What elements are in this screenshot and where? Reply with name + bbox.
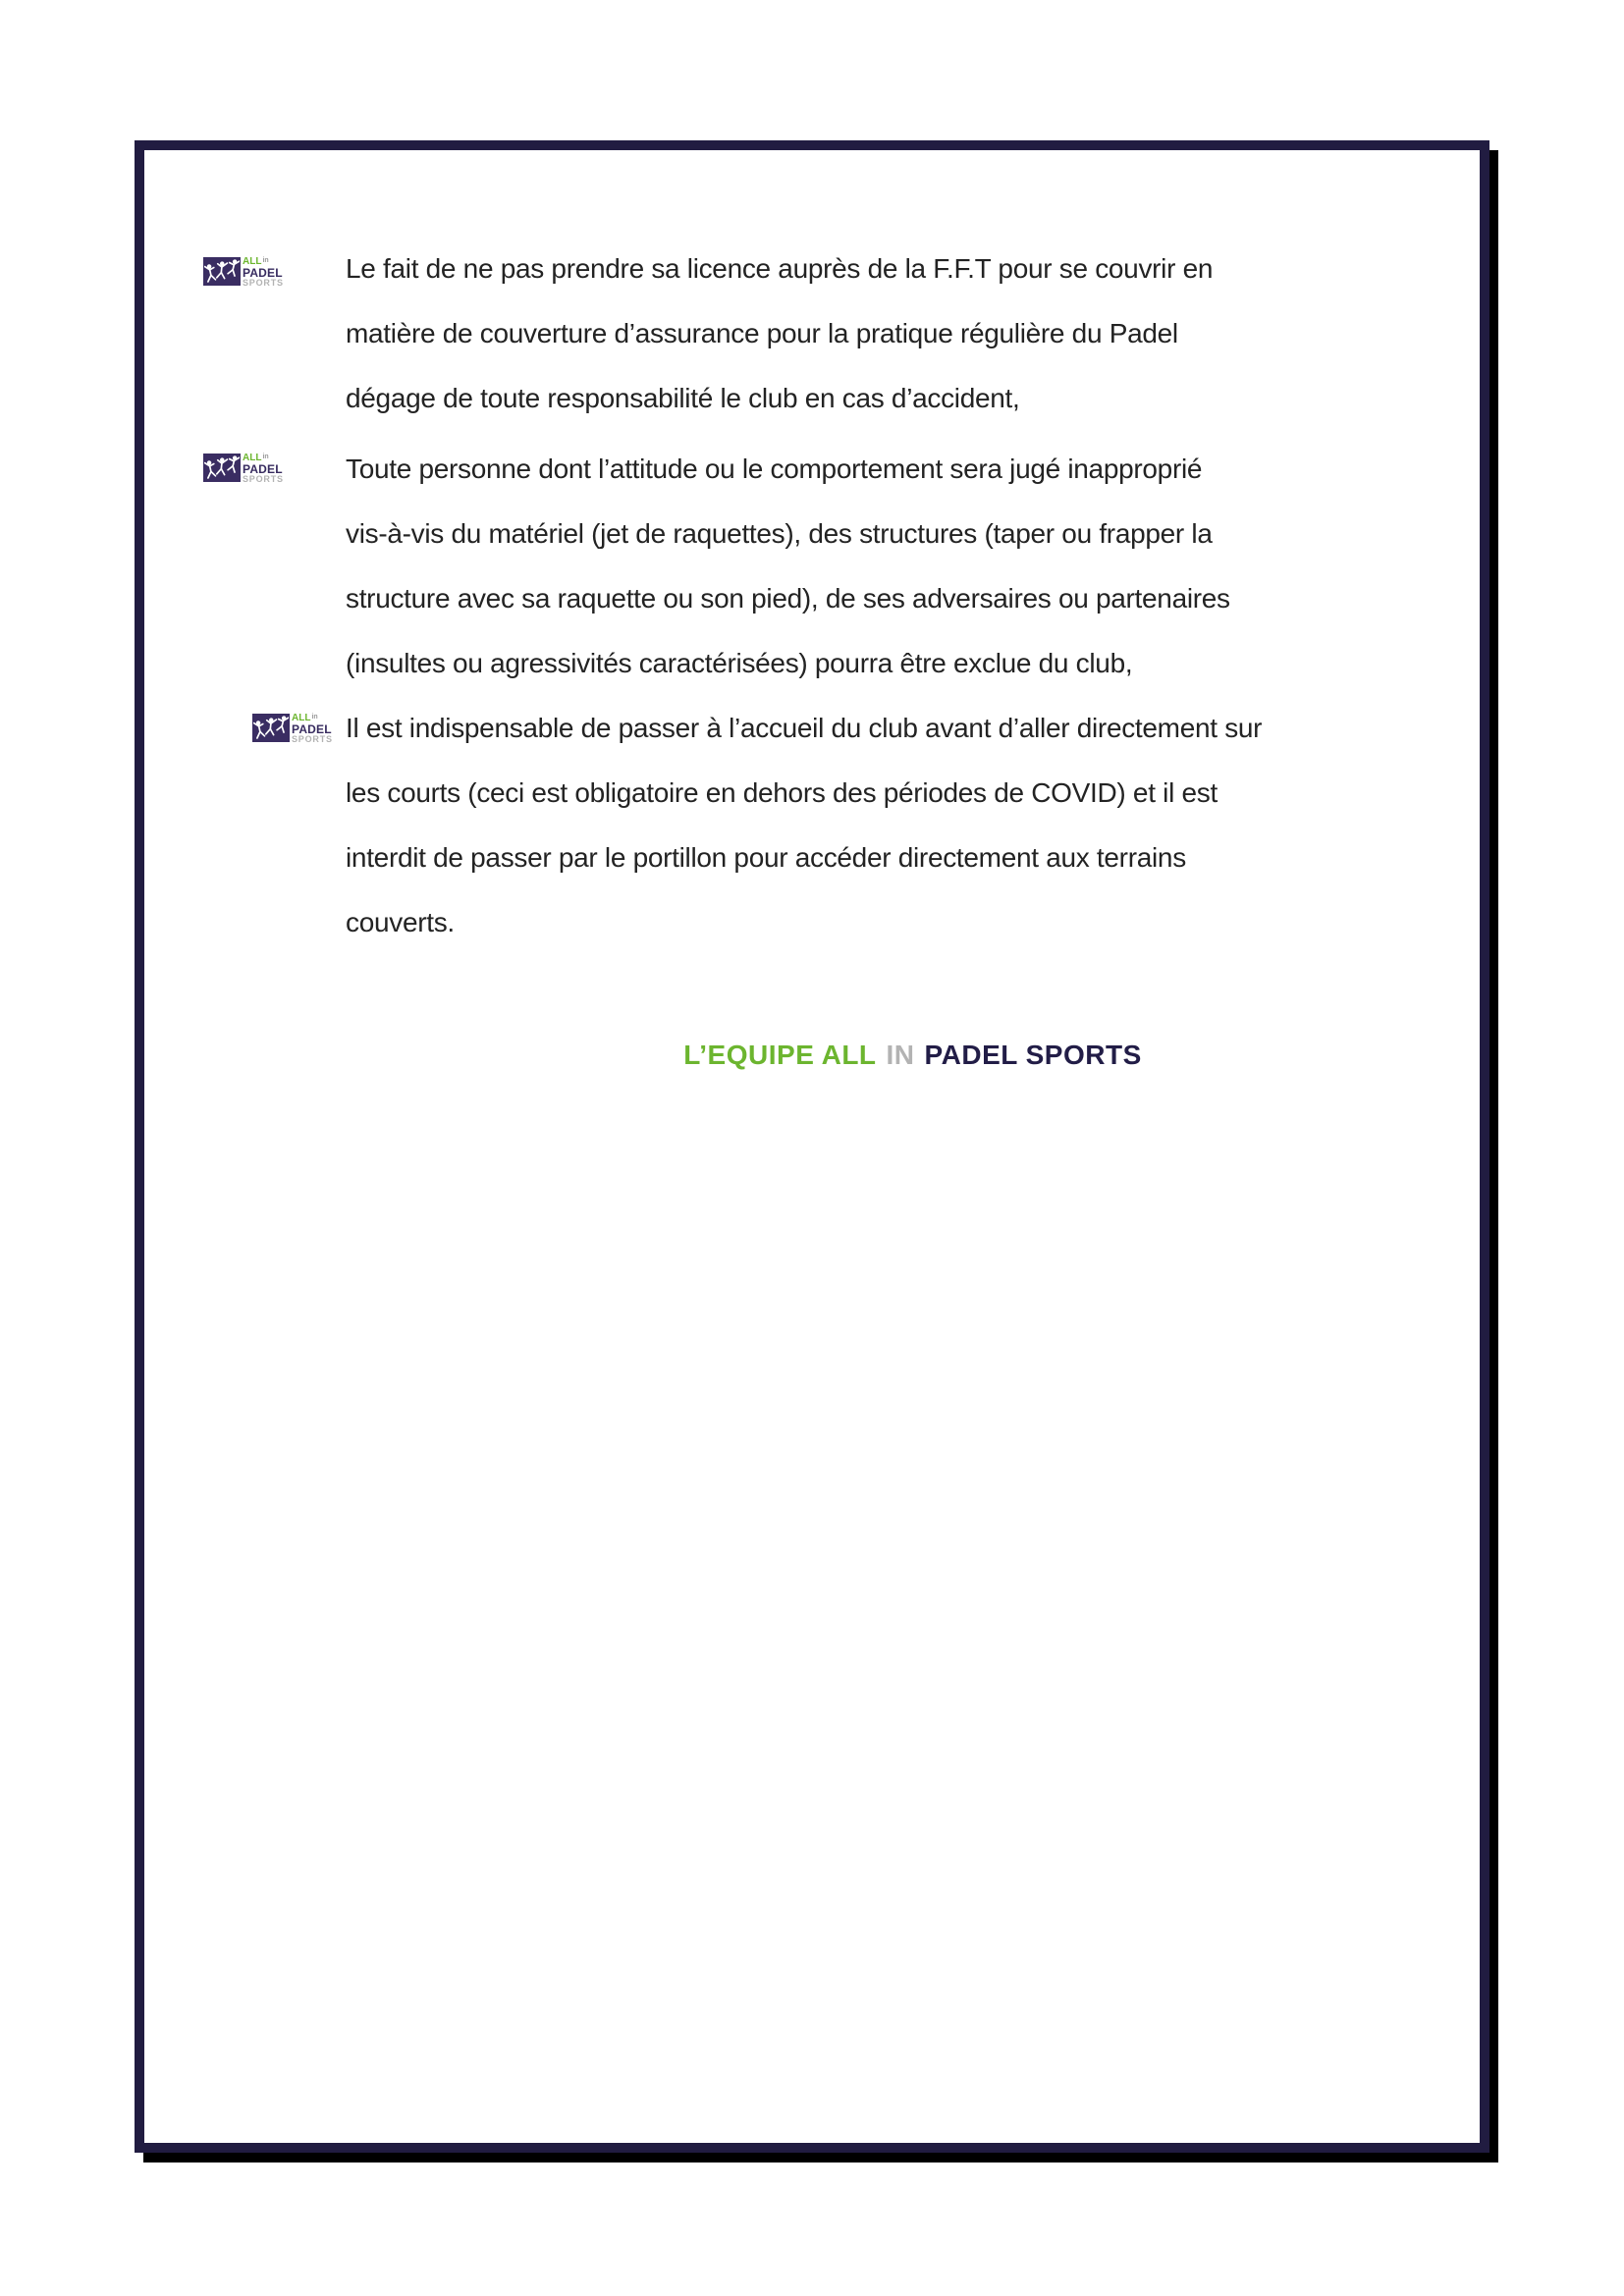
logo-text-in: in — [311, 713, 318, 721]
bullet-item-comportement — [346, 437, 1494, 696]
closing-text-in: IN — [886, 1040, 915, 1070]
logo-text-padel: PADEL — [292, 721, 332, 736]
logo-wordmark — [290, 714, 333, 743]
all-in-padel-sports-logo — [203, 255, 284, 288]
logo-text-in: in — [262, 256, 269, 264]
logo-text-sports: SPORTS — [243, 277, 284, 288]
logo-text-padel: PADEL — [243, 265, 283, 280]
logo-text-all: ALL — [243, 255, 262, 267]
text-line: Toute personne dont l’attitude ou le comportement sera jugé inapproprié — [346, 454, 1203, 484]
logo-text-sports: SPORTS — [243, 473, 284, 484]
bullet-item-accueil — [346, 696, 1494, 955]
all-in-padel-sports-logo — [203, 452, 284, 484]
logo-wordmark — [241, 257, 284, 287]
bullet-item-licence — [346, 237, 1494, 431]
text-line: interdit de passer par le portillon pour accéder directement aux terrains — [346, 842, 1186, 873]
logo-text-sports: SPORTS — [292, 733, 333, 744]
logo-text-all: ALL — [243, 452, 262, 463]
logo-text-in: in — [262, 453, 269, 460]
text-line: (insultes ou agressivités caractérisées) pourra être exclue du club, — [346, 648, 1133, 678]
text-line: structure avec sa raquette ou son pied), de ses adversaires ou partenaires — [346, 583, 1230, 614]
closing-signature — [346, 1023, 1480, 1088]
logo-wordmark — [241, 454, 284, 483]
text-line: Le fait de ne pas prendre sa licence auprès de la F.F.T pour se couvrir en — [346, 253, 1214, 284]
logo-text-all: ALL — [292, 712, 311, 723]
text-line: matière de couverture d’assurance pour la pratique régulière du Padel — [346, 318, 1178, 348]
logo-text-padel: PADEL — [243, 461, 283, 476]
text-line: vis-à-vis du matériel (jet de raquettes), des structures (taper ou frapper la — [346, 518, 1213, 549]
jumping-players-icon — [203, 257, 241, 286]
text-line: couverts. — [346, 907, 455, 937]
text-line: Il est indispensable de passer à l’accueil du club avant d’aller directement sur — [346, 713, 1263, 743]
text-line: les courts (ceci est obligatoire en dehors des périodes de COVID) et il est — [346, 777, 1218, 808]
jumping-players-icon — [252, 714, 290, 742]
closing-text-padel-sports: PADEL SPORTS — [924, 1040, 1142, 1070]
jumping-players-icon — [203, 454, 241, 482]
all-in-padel-sports-logo — [252, 712, 333, 744]
text-line: dégage de toute responsabilité le club en cas d’accident, — [346, 383, 1020, 413]
closing-text-equipe-all: L’EQUIPE ALL — [683, 1040, 877, 1070]
